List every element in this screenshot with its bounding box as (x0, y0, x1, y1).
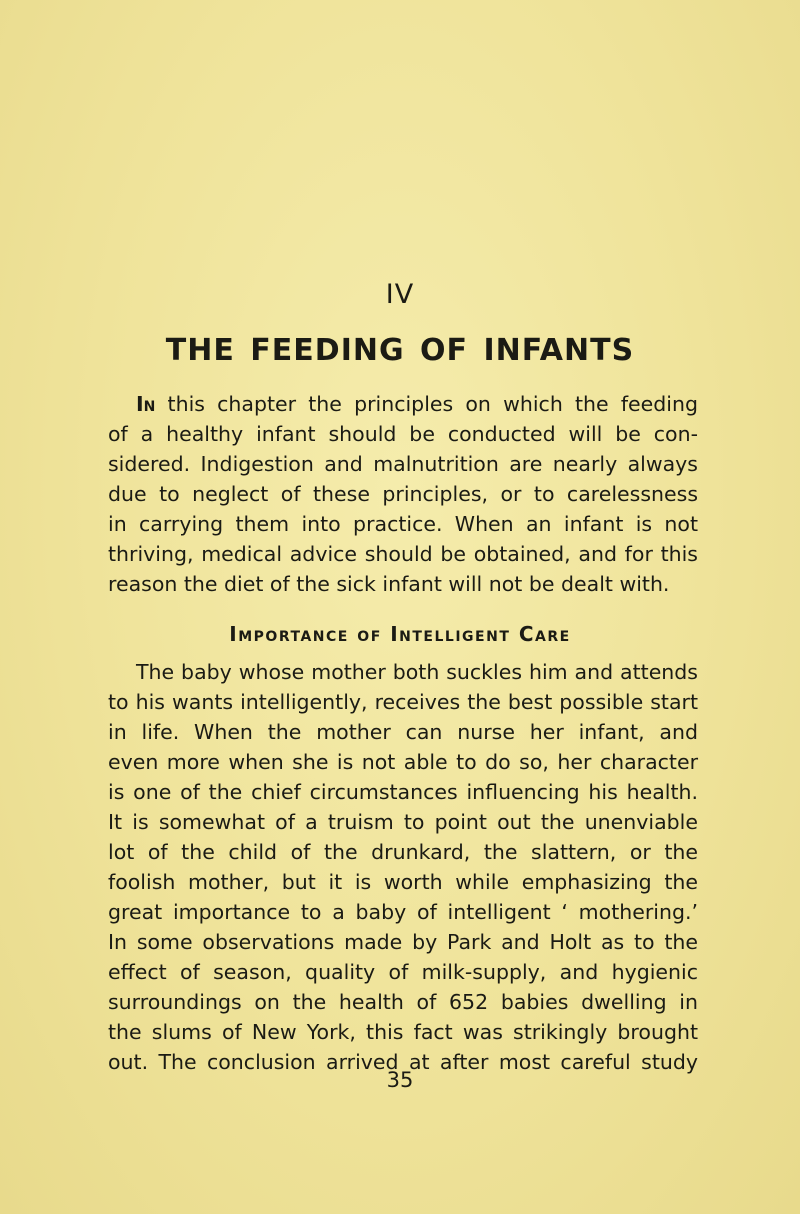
paragraph-line: sidered. Indigestion and malnutrition are nearly always (108, 452, 698, 476)
paragraph-line: due to neglect of these principles, or to carelessness (108, 482, 698, 506)
page-number: 35 (386, 1068, 414, 1092)
paragraph-line: even more when she is not able to do so, her character (108, 750, 698, 774)
paragraph-line (108, 389, 698, 419)
paragraph-line: the slums of New York, this fact was strikingly brought (108, 1020, 698, 1044)
paragraph-line: lot of the child of the drunkard, the slattern, or the (108, 840, 698, 864)
paragraph-line: thriving, medical advice should be obtained, and for this (108, 542, 698, 566)
intro-paragraph (108, 389, 698, 599)
chapter-title: THE FEEDING OF INFANTS (165, 333, 635, 368)
paragraph-line: In some observations made by Park and Holt as to the (108, 930, 698, 954)
paragraph-line: of a healthy infant should be conducted will be con- (108, 422, 698, 446)
paragraph-line: foolish mother, but it is worth while emphasizing the (108, 870, 698, 894)
paragraph-line: out. The conclusion arrived at after most careful study (108, 1050, 698, 1074)
paragraph-first-word: In (136, 392, 156, 416)
paragraph-line: effect of season, quality of milk-supply, and hygienic (108, 960, 698, 984)
paragraph-line: reason the diet of the sick infant will not be dealt with. (108, 572, 670, 596)
paragraph-line: in carrying them into practice. When an infant is not (108, 512, 698, 536)
body-paragraph (108, 657, 698, 1077)
paragraph-line: surroundings on the health of 652 babies dwelling in (108, 990, 698, 1014)
paragraph-line: is one of the chief circumstances influencing his health. (108, 780, 698, 804)
chapter-number: IV (385, 279, 415, 310)
section-heading: Importance of Intelligent Care (229, 622, 571, 646)
paragraph-line: to his wants intelligently, receives the best possible start (108, 690, 698, 714)
paragraph-line-text: this chapter the principles on which the feeding (155, 392, 698, 416)
paragraph-line: in life. When the mother can nurse her infant, and (108, 720, 698, 744)
paragraph-line: great importance to a baby of intelligent ‘ mothering.’ (108, 900, 698, 924)
paragraph-line: The baby whose mother both suckles him and attends (136, 660, 698, 684)
paragraph-line: It is somewhat of a truism to point out the unenviable (108, 810, 698, 834)
